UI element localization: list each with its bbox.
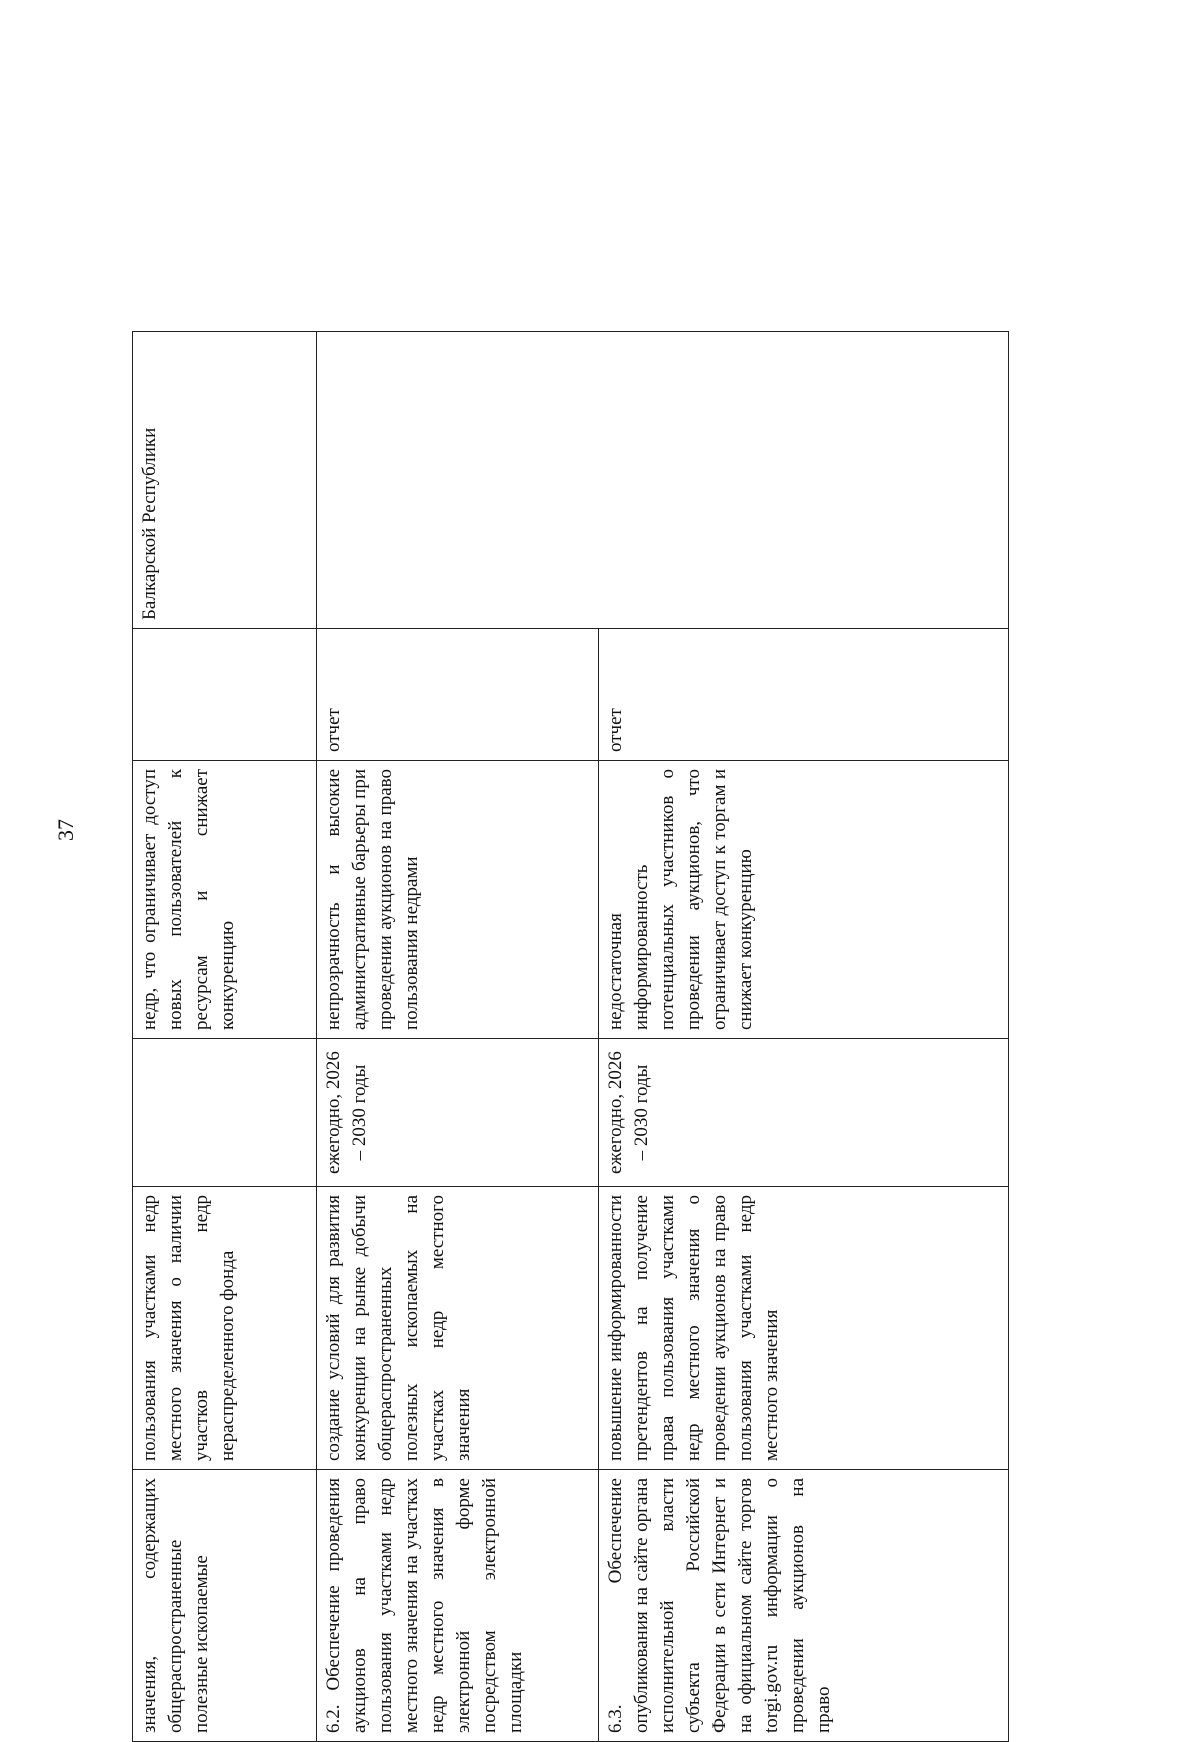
deadline-cell: ежегодно, 2026 – 2030 годы xyxy=(317,1039,599,1187)
deadline-cell xyxy=(133,1039,317,1187)
measure-cell: 6.2. Обеспечение проведения аукционов на право пользования участками недр местного значения на участках недр местного значения в электронной форме посредством электронной площадки xyxy=(317,1470,599,1742)
rotated-table-container xyxy=(132,332,1008,1742)
problem-cell: непрозрачность и высокие административные барьеры при проведении аукционов на право пользования недрами xyxy=(317,761,599,1039)
page-number: 37 xyxy=(53,819,78,841)
executor-cell: Балкарской Республики xyxy=(133,332,317,629)
indicator-cell xyxy=(133,629,317,761)
measures-table xyxy=(132,331,1009,1742)
indicator-cell: отчет xyxy=(599,629,1009,761)
table-row xyxy=(317,332,599,1742)
deadline-cell: ежегодно, 2026 – 2030 годы xyxy=(599,1039,1009,1187)
measure-cell: значения, содержащих общераспространенные полезные ископаемые xyxy=(133,1470,317,1742)
indicator-cell: отчет xyxy=(317,629,599,761)
table-row xyxy=(133,332,317,1742)
problem-cell: недр, что ограничивает доступ новых пользователей к ресурсам и снижает конкуренцию xyxy=(133,761,317,1039)
problem-cell: недостаточная информированность потенциальных участников о проведении аукционов, что ограничивает доступ к торгам и снижает конкуренцию xyxy=(599,761,1009,1039)
result-cell: повышение информированности претендентов на получение права пользования участками недр местного значения о проведении аукционов на право пользования участками недр местного значения xyxy=(599,1187,1009,1470)
executor-cell xyxy=(317,332,1009,629)
result-cell: создание условий для развития конкуренции на рынке добычи общераспространенных полезных ископаемых на участках недр местного значения xyxy=(317,1187,599,1470)
result-cell: пользования участками недр местного значения о наличии участков недр нераспределенного фонда xyxy=(133,1187,317,1470)
measure-cell: 6.3. Обеспечение опубликования на сайте органа исполнительной власти субъекта Российской Федерации в сети Интернет и на официальном сайте торгов torgi.gov.ru информации о проведении аукционов на право xyxy=(599,1470,1009,1742)
